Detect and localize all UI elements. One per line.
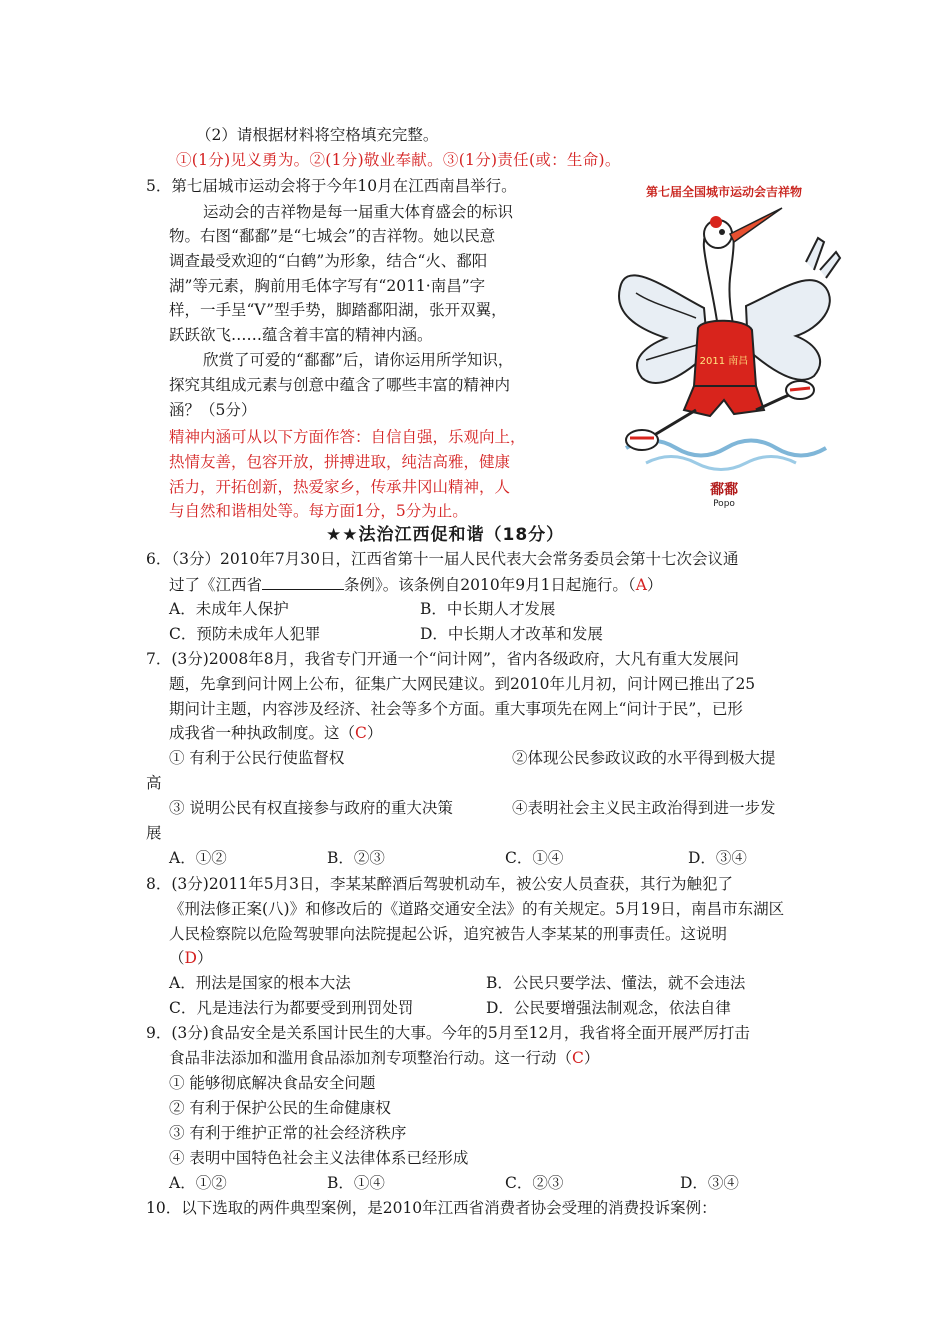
q5-answer-line: 精神内涵可从以下方面作答：自信自强，乐观向上， [169, 428, 526, 446]
q7-option-a: A．①② [169, 849, 227, 867]
mascot-caption: 第七届全国城市运动会吉祥物 [645, 185, 803, 199]
q9-stem: 9．(3分)食品安全是关系国计民生的大事。今年的5月至12月，我省将全面开展严厉打击 [146, 1024, 750, 1042]
q7-stem-line: 成我省一种执政制度。这（C） [169, 724, 383, 742]
q6-option-b: B．中长期人才发展 [420, 600, 556, 618]
section-title: 法治江西促和谐（18分） [358, 525, 565, 545]
q4-sub2-answer: ①(1分)见义勇为。②(1分)敬业奉献。③(1分)责任(或：生命)。 [176, 151, 621, 169]
q7-answer: C [355, 724, 367, 742]
q9-item: ④ 表明中国特色社会主义法律体系已经形成 [169, 1149, 469, 1167]
v-hand [806, 238, 840, 278]
q7-stem-line: 期问计主题，内容涉及经济、社会等多个方面。重大事项先在网上“问计于民”，已形 [169, 700, 743, 718]
q8-answer: D [184, 949, 197, 967]
q8-option-b: B．公民只要学法、懂法，就不会违法 [486, 974, 746, 992]
q6-stem: 6．（3分）2010年7月30日，江西省第十一届人民代表大会常务委员会第十七次会议通 [146, 550, 739, 568]
beak [730, 208, 782, 242]
shoe [626, 430, 658, 450]
mascot-name-en: Popo [713, 499, 735, 509]
q5-stem: 5．第七届城市运动会将于今年10月在江西南昌举行。 [146, 177, 517, 195]
q5-answer-line: 热情友善，包容开放，拼搏进取，纯洁高雅，健康 [169, 453, 511, 471]
q7-option-c: C．①④ [505, 849, 564, 867]
section-heading [326, 524, 564, 546]
q5-para1-line: 跃跃欲飞……蕴含着丰富的精神内涵。 [169, 326, 433, 344]
q5-answer-line: 与自然和谐相处等。每方面1分，5分为止。 [169, 502, 468, 520]
crown [710, 216, 722, 228]
q8-option-d: D．公民要增强法制观念，依法自律 [486, 999, 731, 1017]
q5-para1-line: 物。右图“鄱鄱”是“七城会”的吉祥物。她以民意 [169, 227, 496, 245]
q5-para1-line: 运动会的吉祥物是每一届重大体育盛会的标识 [203, 203, 514, 221]
q9-option-a: A．①② [169, 1174, 227, 1192]
q5-para1-line: 样，一手呈“V”型手势，脚踏鄱阳湖，张开双翼， [169, 301, 507, 319]
q9-option-d: D．③④ [680, 1174, 739, 1192]
q9-answer: C [572, 1049, 584, 1067]
q8-stem-line: 人民检察院以危险驾驶罪向法院提起公诉，追究被告人李某某的刑事责任。这说明 [169, 925, 728, 943]
q9-option-c: C．②③ [505, 1174, 564, 1192]
q7-option-b: B．②③ [327, 849, 385, 867]
q10-stem: 10．以下选取的两件典型案例，是2010年江西省消费者协会受理的消费投诉案例： [146, 1199, 717, 1217]
shirt-text: 2011 南昌 [699, 356, 749, 367]
q5-para1-line: 湖”等元素，胸前用毛体字写有“2011·南昌”字 [169, 277, 486, 295]
q9-option-b: B．①④ [327, 1174, 385, 1192]
q5-para2-line: 探究其组成元素与创意中蕴含了哪些丰富的精神内 [169, 376, 511, 394]
q9-item: ③ 有利于维护正常的社会经济秩序 [169, 1124, 407, 1142]
q8-answer-line: （D） [169, 949, 213, 967]
q6-option-d: D．中长期人才改革和发展 [420, 625, 603, 643]
mascot-drawing [606, 178, 842, 510]
q9-item: ② 有利于保护公民的生命健康权 [169, 1099, 391, 1117]
fill-blank [262, 573, 344, 590]
right-wing [746, 280, 830, 380]
q6-answer: A [635, 576, 647, 594]
q8-stem-line: 8．(3分)2011年5月3日，李某某醉酒后驾驶机动车，被公安人员查获，其行为触犯了 [146, 875, 733, 893]
q5-answer-line: 活力，开拓创新，热爱家乡，传承井冈山精神，人 [169, 478, 511, 496]
q7-item-wrap: 高 [146, 774, 162, 792]
q8-stem-line: 《刑法修正案(八)》和修改后的《道路交通安全法》的有关规定。5月19日，南昌市东湖区 [169, 900, 785, 918]
mascot-name-cn: 鄱鄱 [710, 482, 738, 498]
q6-option-a: A．未成年人保护 [169, 600, 289, 618]
wave [646, 457, 796, 470]
q9-item: ① 能够彻底解决食品安全问题 [169, 1074, 376, 1092]
q5-para2-line: 欣赏了可爱的“鄱鄱”后，请你运用所学知识， [203, 351, 514, 369]
q7-item: ②体现公民参政议政的水平得到极大提 [512, 749, 776, 767]
q6-stem-line2: 过了《江西省 条例》。该条例自2010年9月1日起施行。（A） [169, 573, 662, 596]
section-stars: ★★ [326, 525, 359, 545]
q6-option-c: C．预防未成年人犯罪 [169, 625, 321, 643]
q7-item: ④表明社会主义民主政治得到进一步发 [512, 799, 776, 817]
q8-option-c: C．凡是违法行为都要受到刑罚处罚 [169, 999, 414, 1017]
q7-stem-line: 7．(3分)2008年8月，我省专门开通一个“问计网”，省内各级政府，大凡有重大发展问 [146, 650, 739, 668]
q7-option-d: D．③④ [688, 849, 747, 867]
q4-sub2-prompt: （2）请根据材料将空格填充完整。 [196, 126, 439, 144]
q5-para2-line: 涵？（5分） [169, 401, 257, 419]
eye [719, 229, 725, 235]
q7-item-wrap: 展 [146, 824, 162, 842]
q7-stem-line: 题，先拿到问计网上公布，征集广大网民建议。到2010年儿月初，问计网已推出了25 [169, 675, 756, 693]
q7-item: ① 有利于公民行使监督权 [169, 749, 345, 767]
q9-stem-line2: 食品非法添加和滥用食品添加剂专项整治行动。这一行动（C） [169, 1049, 600, 1067]
mascot-illustration [606, 178, 842, 510]
q5-para1-line: 调查最受欢迎的“白鹤”为形象，结合“火、鄱阳 [169, 252, 488, 270]
q7-item: ③ 说明公民有权直接参与政府的重大决策 [169, 799, 453, 817]
q8-option-a: A．刑法是国家的根本大法 [169, 974, 351, 992]
